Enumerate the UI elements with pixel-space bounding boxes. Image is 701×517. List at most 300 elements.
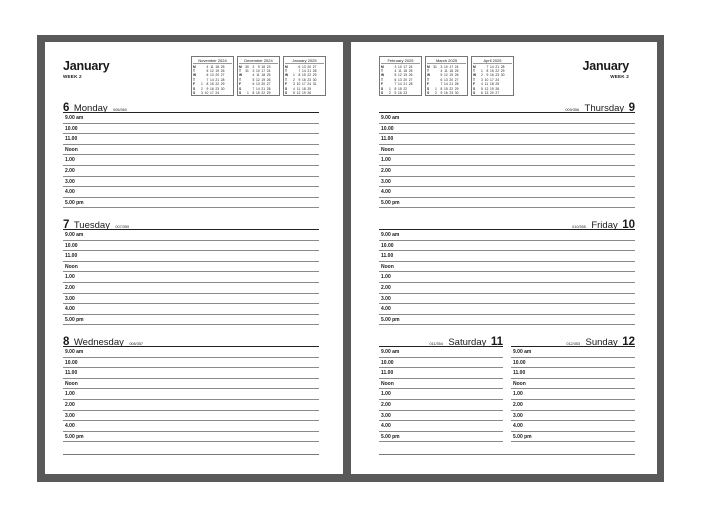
time-slot-line[interactable]	[379, 304, 635, 315]
weekday-letter: M	[285, 64, 288, 69]
time-slot-line[interactable]	[379, 421, 503, 432]
calendar-date: 30	[220, 86, 225, 91]
time-slot-label: 9.00 am	[65, 349, 84, 356]
day-number: 6	[63, 102, 70, 114]
calendar-date: 13	[302, 64, 306, 69]
time-slot-line[interactable]	[379, 145, 635, 156]
time-slot-label: Noon	[65, 263, 78, 270]
calendar-date: 22	[261, 90, 266, 95]
time-slot-list	[379, 230, 635, 325]
weekday-letter: S	[381, 86, 384, 91]
calendar-date: 13	[484, 90, 489, 95]
calendar-date: 6	[394, 77, 397, 82]
calendar-date: 4	[440, 68, 443, 73]
weekday-letter: T	[193, 68, 196, 73]
calendar-date: 2	[201, 86, 203, 91]
calendar-date: 3	[394, 64, 397, 69]
time-slot-line[interactable]	[63, 432, 319, 443]
time-slot-label: 3.00	[513, 412, 523, 419]
weekday-letter: F	[285, 82, 288, 87]
time-slot-label: 2.00	[65, 168, 75, 175]
time-slot-line[interactable]	[63, 262, 319, 273]
time-slot-line[interactable]	[511, 421, 635, 432]
calendar-date: 12	[444, 73, 448, 78]
time-slot-line[interactable]	[63, 358, 319, 369]
time-slot-line[interactable]	[63, 155, 319, 166]
day-header	[379, 332, 503, 346]
time-slot-label: 11.00	[65, 370, 78, 377]
time-slot-label: 5.00 pm	[513, 433, 532, 440]
calendar-date: 18	[449, 68, 454, 73]
calendar-date: 12	[398, 73, 402, 78]
time-slot-line[interactable]	[511, 400, 635, 411]
time-slot-label: 1.00	[65, 157, 75, 164]
page-bottom-rule	[379, 454, 635, 455]
calendar-date: 14	[302, 68, 306, 73]
time-slot-line[interactable]	[511, 358, 635, 369]
time-slot-line[interactable]	[63, 113, 319, 124]
time-slot-label: 3.00	[65, 412, 75, 419]
calendar-date: 17	[302, 82, 306, 87]
day-block-sunday	[511, 332, 635, 444]
day-of-year: 010/355	[572, 225, 586, 229]
weekday-letter: T	[473, 68, 476, 73]
weekday-letter: F	[381, 82, 384, 87]
time-slot-label: 9.00 am	[513, 349, 532, 356]
calendar-date: 23	[307, 77, 312, 82]
time-slot-line[interactable]	[511, 347, 635, 358]
weekday-letter: F	[239, 82, 242, 87]
time-slot-label: Noon	[513, 380, 526, 387]
weekday-letter: F	[427, 82, 430, 87]
calendar-date: 7	[440, 82, 443, 87]
time-slot-line[interactable]	[511, 379, 635, 390]
time-slot-line[interactable]	[511, 389, 635, 400]
calendar-date: 4	[481, 82, 483, 87]
calendar-date: 13	[210, 73, 214, 78]
time-slot-label: 1.00	[381, 274, 391, 281]
time-slot-line[interactable]	[379, 262, 635, 273]
mini-calendar-row	[427, 91, 466, 95]
calendar-date: 13	[398, 77, 402, 82]
weekday-letter: T	[285, 68, 288, 73]
time-slot-label: Noon	[381, 263, 394, 270]
calendar-date: 29	[312, 73, 317, 78]
calendar-date: 18	[261, 73, 266, 78]
calendar-date: 11	[484, 82, 489, 87]
calendar-date: 13	[256, 82, 260, 87]
time-slot-line[interactable]	[63, 241, 319, 252]
time-slot-label: 1.00	[381, 391, 391, 398]
time-slot-line[interactable]	[379, 432, 503, 443]
time-slot-line[interactable]	[63, 198, 319, 209]
time-slot-line[interactable]	[63, 421, 319, 432]
time-slot-label: 4.00	[65, 189, 75, 196]
calendar-date: 23	[495, 73, 500, 78]
day-block-thursday	[379, 98, 635, 210]
calendar-date: 30	[500, 73, 505, 78]
mini-calendar	[237, 56, 280, 96]
calendar-date: 28	[312, 68, 317, 73]
time-slot-line[interactable]	[379, 187, 635, 198]
time-slot-label: 9.00 am	[381, 232, 400, 239]
calendar-date: 22	[403, 86, 408, 91]
right-page	[351, 42, 657, 474]
weekday-letter: T	[381, 68, 384, 73]
time-slot-label: Noon	[65, 146, 78, 153]
calendar-date: 27	[408, 77, 413, 82]
calendar-date: 26	[266, 77, 271, 82]
time-slot-label: 10.00	[65, 359, 78, 366]
calendar-date: 17	[261, 68, 266, 73]
time-slot-line[interactable]	[63, 177, 319, 188]
calendar-date: 21	[307, 68, 312, 73]
calendar-date: 16	[490, 73, 494, 78]
time-slot-line[interactable]	[379, 315, 635, 326]
calendar-date: 2	[481, 73, 483, 78]
time-slot-label: 5.00 pm	[381, 316, 400, 323]
day-of-year: 006/360	[113, 108, 127, 112]
day-block-wednesday	[63, 332, 319, 444]
calendar-date	[499, 91, 504, 95]
day-name: Tuesday	[73, 220, 110, 231]
time-slot-line[interactable]	[379, 251, 635, 262]
time-slot-line[interactable]	[379, 347, 503, 358]
time-slot-line[interactable]	[63, 389, 319, 400]
weekday-letter: W	[193, 73, 197, 78]
calendar-date: 25	[495, 82, 500, 87]
calendar-date: 26	[307, 90, 312, 95]
calendar-date: 17	[403, 64, 408, 69]
calendar-date: 20	[215, 73, 220, 78]
time-slot-label: 4.00	[381, 189, 391, 196]
calendar-date: 14	[256, 86, 260, 91]
day-header	[379, 215, 635, 229]
calendar-date: 21	[261, 86, 266, 91]
time-slot-line[interactable]	[379, 230, 635, 241]
time-slot-label: 4.00	[65, 423, 75, 430]
weekday-letter: M	[473, 64, 476, 69]
calendar-date: 27	[454, 77, 459, 82]
time-slot-label: 1.00	[65, 391, 75, 398]
calendar-date: 14	[490, 64, 494, 69]
time-slot-label: 11.00	[381, 136, 394, 143]
calendar-date: 8	[298, 73, 301, 78]
weekday-letter: S	[381, 90, 384, 95]
time-slot-line[interactable]	[511, 432, 635, 443]
day-name: Sunday	[585, 337, 618, 348]
calendar-date: 2	[389, 90, 391, 95]
calendar-date: 14	[444, 82, 448, 87]
calendar-date: 22	[495, 68, 500, 73]
time-slot-line[interactable]	[379, 368, 503, 379]
time-slot-label: Noon	[381, 146, 394, 153]
calendar-date: 10	[296, 82, 301, 87]
weekday-letter: T	[427, 68, 430, 73]
calendar-date: 12	[296, 90, 301, 95]
calendar-date: 11	[444, 68, 448, 73]
time-slot-line[interactable]	[379, 166, 635, 177]
calendar-date: 13	[444, 77, 448, 82]
weekday-letter: W	[239, 73, 243, 78]
calendar-date: 1	[201, 82, 203, 87]
weekday-letter: M	[427, 64, 430, 69]
calendar-date: 22	[307, 73, 312, 78]
calendar-date: 18	[302, 86, 306, 91]
calendar-date: 23	[449, 90, 454, 95]
time-slot-line[interactable]	[379, 358, 503, 369]
time-slot-line[interactable]	[379, 411, 503, 422]
time-slot-label: 9.00 am	[65, 115, 84, 122]
calendar-date: 28	[220, 77, 225, 82]
time-slot-line[interactable]	[63, 379, 319, 390]
weekday-letter: S	[427, 90, 430, 95]
calendar-date: 23	[215, 86, 220, 91]
calendar-date: 8	[394, 86, 397, 91]
calendar-date: 23	[266, 64, 271, 69]
calendar-date: 7	[252, 86, 255, 91]
calendar-date: 30	[312, 77, 317, 82]
calendar-date: 20	[490, 90, 494, 95]
day-name: Thursday	[584, 103, 625, 114]
calendar-date: 19	[215, 68, 220, 73]
time-slot-line[interactable]	[511, 411, 635, 422]
calendar-date: 5	[481, 86, 483, 91]
calendar-date: 25	[220, 64, 225, 69]
calendar-date: 17	[210, 90, 214, 95]
calendar-date: 16	[398, 90, 402, 95]
calendar-date: 20	[261, 82, 266, 87]
time-slot-label: 11.00	[513, 370, 526, 377]
time-slot-label: 11.00	[65, 136, 78, 143]
time-slot-line[interactable]	[63, 400, 319, 411]
calendar-date: 1	[481, 68, 483, 73]
weekday-letter: T	[473, 77, 476, 82]
time-slot-line[interactable]	[63, 134, 319, 145]
weekday-letter: T	[239, 77, 242, 82]
calendar-date: 18	[215, 64, 220, 69]
calendar-date: 28	[408, 82, 413, 87]
calendar-date: 24	[215, 90, 220, 95]
time-slot-label: 10.00	[381, 125, 394, 132]
day-of-year: 011/354	[429, 342, 443, 346]
time-slot-label: Noon	[65, 380, 78, 387]
time-slot-line[interactable]	[379, 400, 503, 411]
mini-calendar-row	[285, 91, 324, 95]
day-number: 9	[628, 102, 635, 114]
calendar-date: 26	[408, 73, 413, 78]
calendar-date: 7	[394, 82, 397, 87]
calendar-date: 31	[433, 64, 437, 69]
time-slot-label: 9.00 am	[381, 349, 400, 356]
time-slot-line[interactable]	[63, 368, 319, 379]
calendar-date: 1	[247, 90, 249, 95]
time-slot-label: 5.00 pm	[381, 433, 400, 440]
calendar-date: 3	[252, 68, 255, 73]
mini-calendar-title: April 2025	[473, 58, 512, 64]
time-slot-label: 11.00	[65, 253, 78, 260]
time-slot-list	[511, 347, 635, 442]
time-slot-label: 9.00 am	[65, 232, 84, 239]
mini-calendar-row	[473, 91, 512, 95]
time-slot-label: 10.00	[381, 359, 394, 366]
calendar-date: 24	[495, 77, 500, 82]
weekday-letter: W	[381, 73, 385, 78]
weekday-letter: S	[427, 86, 430, 91]
time-slot-label: 2.00	[65, 285, 75, 292]
time-slot-line[interactable]	[63, 411, 319, 422]
calendar-date: 3	[293, 82, 295, 87]
time-slot-line[interactable]	[379, 294, 635, 305]
calendar-date: 20	[307, 64, 312, 69]
calendar-date: 9	[486, 73, 489, 78]
time-slot-label: 10.00	[65, 125, 78, 132]
calendar-date: 10	[256, 68, 260, 73]
weekday-letter: W	[427, 73, 431, 78]
time-slot-line[interactable]	[63, 294, 319, 305]
time-slot-line[interactable]	[63, 230, 319, 241]
time-slot-line[interactable]	[379, 155, 635, 166]
weekday-letter: M	[193, 64, 196, 69]
time-slot-list	[63, 347, 319, 442]
calendar-date: 19	[449, 73, 454, 78]
calendar-date: 5	[394, 73, 397, 78]
time-slot-line[interactable]	[379, 124, 635, 135]
weekday-letter: S	[473, 90, 476, 95]
calendar-date: 8	[440, 86, 443, 91]
calendar-date: 2	[252, 64, 255, 69]
time-slot-label: 10.00	[513, 359, 526, 366]
time-slot-label: 11.00	[381, 253, 394, 260]
time-slot-line[interactable]	[63, 272, 319, 283]
time-slot-line[interactable]	[511, 368, 635, 379]
mini-calendar-row	[381, 91, 420, 95]
calendar-date: 9	[298, 77, 301, 82]
time-slot-label: 10.00	[65, 242, 78, 249]
calendar-date: 10	[444, 64, 448, 69]
calendar-date: 27	[266, 82, 271, 87]
calendar-date: 11	[210, 64, 214, 69]
time-slot-line[interactable]	[63, 347, 319, 358]
calendar-date: 26	[454, 73, 459, 78]
calendar-date: 29	[500, 68, 505, 73]
time-slot-line[interactable]	[63, 166, 319, 177]
calendar-date: 6	[206, 73, 209, 78]
day-block-monday	[63, 98, 319, 210]
time-slot-line[interactable]	[379, 198, 635, 209]
calendar-date: 31	[312, 82, 317, 87]
calendar-date: 29	[220, 82, 225, 87]
calendar-date: 5	[206, 68, 209, 73]
diary-spread-frame	[37, 35, 664, 482]
day-of-year: 007/359	[115, 225, 130, 229]
time-slot-label: 3.00	[65, 295, 75, 302]
calendar-date: 9	[394, 90, 397, 95]
calendar-date: 9	[206, 86, 209, 91]
time-slot-list	[379, 113, 635, 208]
calendar-date: 7	[486, 64, 489, 69]
calendar-date: 11	[398, 68, 402, 73]
calendar-date: 15	[398, 86, 402, 91]
time-slot-line[interactable]	[63, 187, 319, 198]
mini-calendar-title: November 2024	[193, 58, 232, 64]
calendar-date: 30	[245, 64, 249, 69]
weekday-letter: S	[193, 86, 196, 91]
day-name: Wednesday	[73, 337, 124, 348]
time-slot-label: 2.00	[513, 402, 523, 409]
mini-calendar-title: March 2025	[427, 58, 466, 64]
weekday-letter: W	[473, 73, 477, 78]
time-slot-label: 1.00	[513, 391, 523, 398]
time-slot-line[interactable]	[379, 241, 635, 252]
time-slot-line[interactable]	[63, 145, 319, 156]
calendar-date: 25	[408, 68, 413, 73]
left-page	[45, 42, 343, 474]
weekday-letter: T	[193, 77, 196, 82]
time-slot-line[interactable]	[379, 283, 635, 294]
weekday-letter: S	[285, 90, 288, 95]
day-name: Friday	[591, 220, 618, 231]
time-slot-line[interactable]	[379, 379, 503, 390]
calendar-date: 14	[398, 82, 402, 87]
weekday-letter: S	[285, 86, 288, 91]
weekday-letter: S	[239, 90, 242, 95]
time-slot-line[interactable]	[63, 304, 319, 315]
time-slot-list	[63, 230, 319, 325]
calendar-date: 15	[256, 90, 260, 95]
time-slot-line[interactable]	[379, 272, 635, 283]
calendar-date: 25	[307, 86, 312, 91]
calendar-date: 5	[440, 73, 443, 78]
calendar-date: 24	[266, 68, 271, 73]
time-slot-label: Noon	[381, 380, 394, 387]
calendar-date: 1	[293, 73, 295, 78]
calendar-date: 19	[261, 77, 266, 82]
mini-calendar-row	[239, 91, 278, 95]
calendar-date: 15	[210, 82, 214, 87]
time-slot-line[interactable]	[63, 251, 319, 262]
calendar-date: 4	[394, 68, 397, 73]
time-slot-label: 1.00	[65, 274, 75, 281]
time-slot-line[interactable]	[379, 389, 503, 400]
calendar-date: 6	[481, 90, 483, 95]
calendar-date: 3	[201, 90, 203, 95]
calendar-date: 31	[245, 68, 249, 73]
calendar-date: 19	[490, 86, 494, 91]
calendar-date: 25	[266, 73, 271, 78]
calendar-date: 6	[252, 82, 255, 87]
time-slot-line[interactable]	[379, 134, 635, 145]
calendar-date: 9	[257, 64, 260, 69]
calendar-date	[219, 91, 224, 95]
time-slot-line[interactable]	[63, 315, 319, 326]
time-slot-label: 3.00	[381, 412, 391, 419]
calendar-date: 5	[293, 90, 295, 95]
time-slot-line[interactable]	[63, 124, 319, 135]
time-slot-line[interactable]	[379, 177, 635, 188]
calendar-date: 24	[408, 64, 413, 69]
time-slot-line[interactable]	[379, 113, 635, 124]
calendar-date: 2	[293, 77, 295, 82]
calendar-date: 16	[210, 86, 214, 91]
time-slot-line[interactable]	[63, 283, 319, 294]
calendar-date: 8	[252, 90, 255, 95]
day-number: 8	[63, 336, 70, 348]
calendar-date: 21	[403, 82, 408, 87]
calendar-date: 7	[298, 68, 301, 73]
day-block-saturday	[379, 332, 503, 444]
time-slot-label: 2.00	[381, 402, 391, 409]
